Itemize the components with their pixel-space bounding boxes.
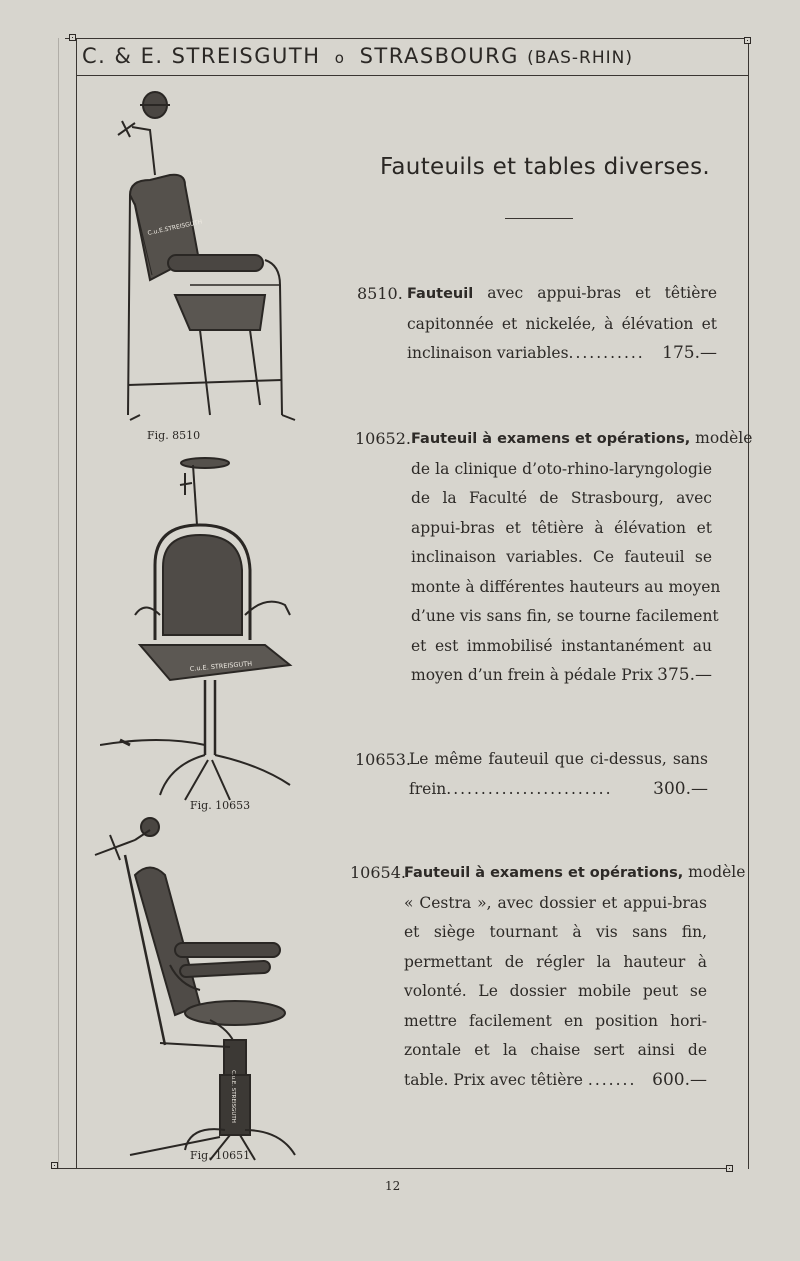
page-header [82,44,752,68]
entry-line [409,775,708,805]
frame-left-ext [58,38,59,1169]
frame-header-rule [76,75,748,76]
leader-dots: ....... [587,1070,637,1089]
entry-number: 10654. [350,863,406,882]
figure-caption: Fig. 10653 [190,799,251,812]
leader-dots: ........................ [446,779,613,798]
entry-line-text: frein [409,779,447,798]
entry-bold-label: Fauteuil [407,286,474,302]
entry-line: appui-bras et têtière à élévation et [411,518,712,537]
entry-number: 8510. [357,284,403,303]
entry-line: et siège tournant à vis sans fin, [404,923,707,941]
entry-number: 10652. [355,429,411,448]
leader-dots: ........... [568,344,645,362]
entry-line: Le même fauteuil que ci-dessus, sans [409,750,708,768]
entry-line: et est immobilisé instantanément au [411,636,712,655]
entry-line [407,279,717,310]
entry-line [411,424,753,455]
frame-corner-br [726,1165,733,1172]
entry-line: capitonnée et nickelée, à élévation et [407,314,717,333]
entry-text [411,424,753,691]
header-separator: o [334,49,346,67]
entry-line-text: modèle [690,429,753,447]
chair-badge-text: C.u.E.STREISGUTH [146,218,203,237]
region-name: (BAS-RHIN) [527,48,633,68]
city-name: STRASBOURG [359,44,519,68]
chair-badge-text: C.u.E. STREISGUTH [230,1070,236,1123]
entry-line-text: inclinaison variables [407,344,569,362]
company-name: C. & E. STREISGUTH [82,44,321,68]
frame-right [748,38,749,1169]
entry-text [407,279,717,369]
section-title: Fauteuils et tables diverses. [380,154,710,180]
chair-10654-illustration [90,815,320,1170]
chair-badge-text: C.u.E. STREISGUTH [189,659,253,673]
title-rule [505,218,573,219]
entry-bold-label: Fauteuil à examens et opérations, [411,431,691,447]
frame-top [76,38,748,39]
entry-line: d’une vis sans fin, se tourne facilement [411,607,719,625]
frame-corner-tr [744,37,751,44]
page-number: 12 [385,1179,401,1193]
entry-number: 10653. [355,750,411,769]
entry-line: inclinaison variables. Ce fauteuil se [411,548,712,566]
entry-line [404,858,746,889]
entry-line [404,1066,707,1096]
entry-line [407,339,717,369]
price: 375.— [657,665,712,685]
price: 175.— [662,343,717,363]
entry-line-text: modèle [683,863,746,881]
price: 600.— [652,1069,707,1090]
entry-line-text: avec appui-bras et têtière [473,284,717,302]
entry-line-text: table. Prix avec têtière [404,1070,583,1089]
entry-line: permettant de régler la hauteur à [404,952,707,971]
entry-line: de la Faculté de Strasbourg, avec [411,489,712,507]
price: 300.— [653,778,708,799]
frame-corner-tl [69,34,76,41]
entry-line: de la clinique d’oto-rhino-laryngologie [411,459,712,478]
entry-line: mettre facilement en position hori- [404,1011,707,1030]
entry-line: zontale et la chaise sert ainsi de [404,1041,707,1059]
entry-line: monte à différentes hauteurs au moyen [411,577,721,596]
entry-text [404,858,746,1095]
figure-caption: Fig. 10651 [190,1149,251,1162]
entry-line: « Cestra », avec dossier et appui-bras [404,893,707,912]
frame-left [76,38,77,1169]
entry-line: volonté. Le dossier mobile peut se [404,982,707,1000]
entry-line [411,661,712,691]
chair-8510-illustration [100,85,300,445]
entry-bold-label: Fauteuil à examens et opérations, [404,865,684,881]
entry-line-text: moyen d’un frein à pédale Prix [411,666,653,684]
chair-10653-illustration [100,455,310,805]
entry-text [409,745,708,804]
figure-caption: Fig. 8510 [147,429,201,442]
frame-corner-bl [51,1162,58,1169]
